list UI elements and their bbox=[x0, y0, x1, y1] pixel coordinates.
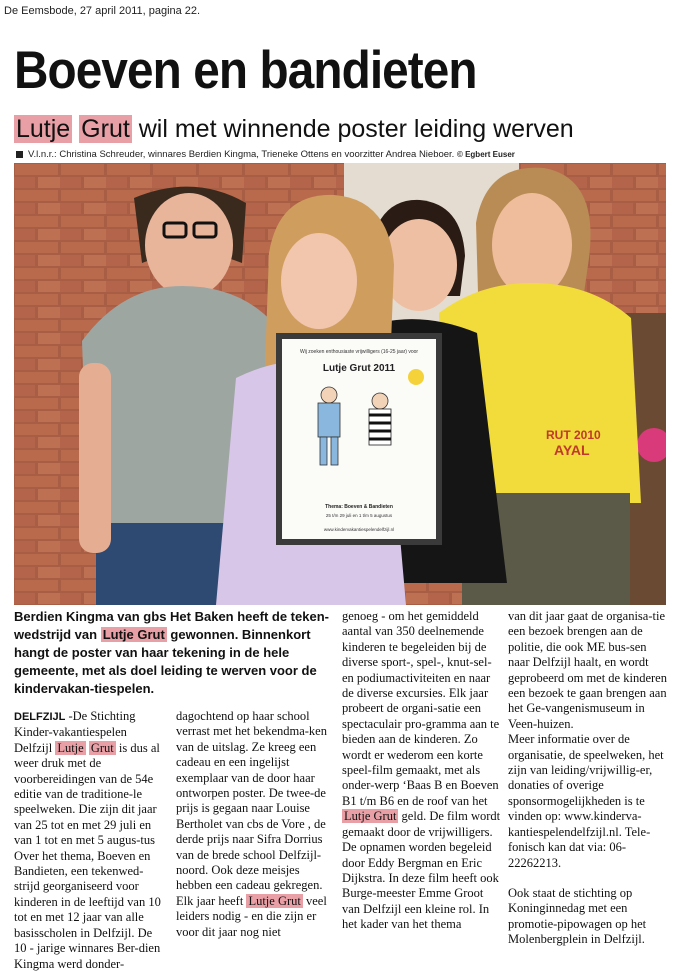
poster-title: Lutje Grut 2011 bbox=[322, 363, 396, 374]
col3-text-1: genoeg - om het gemiddeld aantal van 350 deelnemende kinderen te begeleiden bij de diverse sport-, spel-, knut-sel- en podiumactiviteiten en naar de diverse excursies. Elk jaar probeert de organi-satie een spectaculair pro-gramma aan te bieden aan de kinderen. Zo wordt er wederom een korte speel-film gemaakt, met als onder-werp ‘Baas B en Boeven B1 t/m B6 en de roof van het bbox=[342, 609, 500, 808]
intro-text-1: Berdien Kingma van gbs Het Baken heeft de teken-wedstrijd van bbox=[14, 609, 329, 642]
caption-square-icon bbox=[16, 151, 23, 158]
col2-text-1: dagochtend op haar school verrast met het bekendma-ken van de uitslag. Ze kreeg een cadeau en een ingelijst exemplaar van de door haar ontworpen poster. De twee-de prijs is gegaan naar Louise Bertholet van cbs de Vore , de derde prijs naar Sifra Dorrius van de brede school Delfzijl-noord. Ook deze meisjes hebben een cadeau gekregen. Elk jaar heeft bbox=[176, 709, 327, 908]
intro-text-2: gewonnen. Binnenkort hangt de poster van haar tekening in de hele gemeente, met als doel leiding te werven voor de kindervakan-tiespelen. bbox=[14, 627, 317, 696]
photo-illustration bbox=[14, 163, 666, 605]
shirt-text-1: RUT 2010 bbox=[546, 428, 601, 442]
highlight-lutje-grut: Lutje Grut bbox=[248, 893, 301, 908]
framed-poster bbox=[276, 333, 442, 545]
headline: Boeven en bandieten bbox=[14, 41, 477, 100]
col3-text-2: geld. De film wordt gemaakt door de vrijwilligers. De opnamen worden begeleid door Eddy Bergman en Eric Dijkstra. In deze film heeft ook Burge-meester Emme Groot van Delfzijl een kleine rol. In het kader van het thema bbox=[342, 809, 501, 932]
col1-text-2: is dus al weer druk met de voorbereidingen van de 54e editie van de traditione-le speelweken. Die zijn dit jaar van 25 tot en met 29 juli en van 1 tot en met 5 augus-tus Over het thema, Boeven en Bandieten, een tekenwed-strijd georganiseerd voor kinderen in de leeftijd van 10 tot en met 12 jaar van alle basisscholen in Delfzijl. De 10 - jarige winnares Ber-dien Kingma werd donder- bbox=[14, 740, 161, 971]
poster-details: 25 t/m 29 juli en 1 t/m 5 augustus bbox=[325, 513, 393, 518]
highlight-grut: Grut bbox=[90, 740, 114, 755]
poster-theme: Thema: Boeven & Bandieten bbox=[325, 504, 393, 510]
highlight-lutje: Lutje bbox=[57, 740, 84, 755]
subhead-text: wil met winnende poster leiding werven bbox=[138, 115, 574, 143]
col4-paragraph-1: van dit jaar gaat de organisa-tie een bezoek brengen aan de politie, die ook ME bus-sen naar Delfzijl haalt, en wordt geprobeerd om met de kinderen een bezoek te gaan brengen aan het Ge-vangenismuseum in Veen-huizen. bbox=[508, 609, 667, 731]
intro-paragraph bbox=[14, 608, 334, 698]
col2-text-2: veel leiders nodig - en die zijn er voor dit jaar nog niet bbox=[176, 893, 327, 939]
group-photo bbox=[14, 163, 666, 605]
col1-text-1: -De Stichting Kinder-vakantiespelen Delfzijl bbox=[14, 709, 136, 755]
photo-caption bbox=[16, 149, 666, 160]
poster-sun bbox=[408, 369, 424, 385]
caption-text: V.l.n.r.: Christina Schreuder, winnares Berdien Kingma, Trieneke Ottens en voorzitter Andrea Nieboer. bbox=[28, 149, 455, 160]
poster-website: www.kindervakantiespelendelfzijl.nl bbox=[323, 527, 395, 532]
article-column-4 bbox=[508, 609, 670, 948]
article-column-2 bbox=[176, 709, 332, 940]
article-column-1 bbox=[14, 709, 162, 972]
col4-paragraph-3: Ook staat de stichting op Koninginnedag met een promotie-pipowagen op het Molenbergplein in Delfzijl. bbox=[508, 885, 647, 947]
highlight-lutje-grut: Lutje Grut bbox=[344, 809, 397, 824]
shirt-text-2: AYAL bbox=[554, 442, 590, 458]
highlight-grut: Grut bbox=[81, 115, 130, 143]
source-line: De Eemsbode, 27 april 2011, pagina 22. bbox=[4, 5, 201, 17]
subhead bbox=[14, 113, 574, 145]
highlight-lutje: Lutje bbox=[16, 115, 71, 143]
highlight-lutje-grut: Lutje Grut bbox=[102, 627, 165, 642]
article-column-3 bbox=[342, 609, 502, 933]
col4-paragraph-2: Meer informatie over de organisatie, de speelweken, het zijn van leiding/vrijwillig-er, donaties of overige sponsormogelijkheden is te vinden op: www.kinderva-kantiespelendelfzijl.nl. Tele-fonisch kan dat via: 06-22262213. bbox=[508, 732, 664, 870]
poster-header: Wij zoeken enthousiaste vrijwilligers (16-25 jaar) voor bbox=[299, 349, 419, 355]
photo-credit: © Egbert Euser bbox=[456, 150, 515, 159]
dateline: DELFZIJL bbox=[14, 711, 66, 723]
